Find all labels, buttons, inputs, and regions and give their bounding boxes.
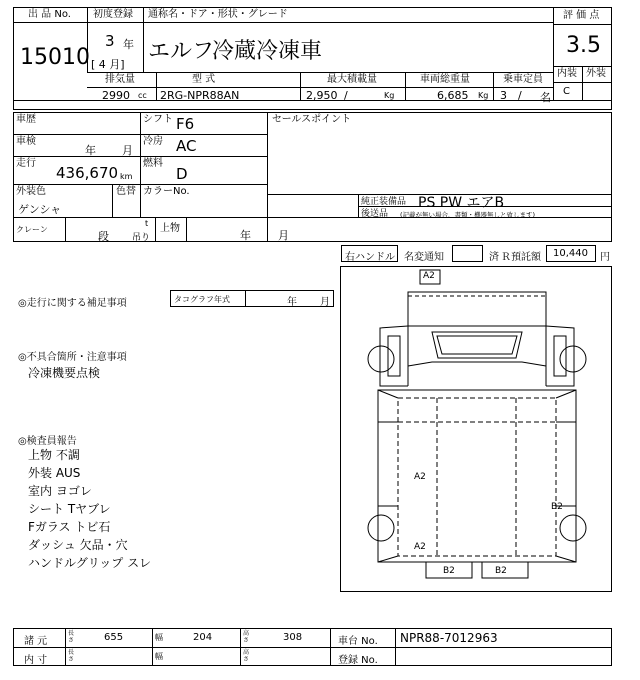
divider bbox=[553, 82, 612, 83]
crane-label: クレーン bbox=[16, 225, 48, 234]
lot-number: 15010 bbox=[20, 45, 90, 70]
ac-value: AC bbox=[176, 137, 197, 155]
damage-mark: B2 bbox=[495, 566, 507, 576]
model-label: 型 式 bbox=[192, 74, 216, 85]
mileage-value: 436,670 bbox=[56, 164, 119, 182]
name-change-label: 名変通知 bbox=[404, 252, 444, 263]
rack-month: 月 bbox=[278, 229, 289, 242]
divider bbox=[143, 7, 144, 72]
dims-label: 諸 元 bbox=[24, 636, 48, 647]
score-value: 3.5 bbox=[566, 33, 601, 58]
divider bbox=[156, 72, 157, 100]
inner-label: 内 寸 bbox=[24, 655, 48, 666]
capacity-label: 乗車定員 bbox=[503, 74, 543, 85]
inspection-label: 車検 bbox=[16, 136, 36, 147]
score-label: 評 価 点 bbox=[563, 10, 600, 21]
inspector-item: 外装 AUS bbox=[28, 466, 81, 480]
inner-height-label: 高さ bbox=[243, 649, 250, 663]
divider bbox=[240, 628, 241, 666]
divider bbox=[493, 72, 494, 100]
recycle-value: 10,440 bbox=[553, 248, 588, 259]
crane-lift: 吊り bbox=[132, 233, 151, 243]
capacity-sep: / bbox=[518, 89, 522, 102]
chassis-label: 車台 No. bbox=[338, 636, 378, 647]
divider bbox=[245, 290, 246, 307]
rack-year: 年 bbox=[240, 229, 251, 242]
tacho-label: タコグラフ年式 bbox=[174, 295, 230, 304]
history-label: 車歴 bbox=[16, 114, 36, 125]
tacho-year: 年 bbox=[287, 297, 297, 308]
model-code: 2RG-NPR88AN bbox=[160, 89, 240, 102]
gvw-unit: Kg bbox=[478, 91, 489, 100]
divider bbox=[395, 628, 396, 666]
ext-color-value: ゲンシャ bbox=[18, 203, 62, 216]
crane-ton-unit: t bbox=[145, 219, 149, 228]
recycle-unit: 円 bbox=[600, 252, 610, 263]
retrofit-label: 後送品 bbox=[361, 209, 389, 219]
inspection-month: 月 bbox=[122, 144, 133, 157]
divider bbox=[155, 217, 156, 242]
reg-month: [ 4 月] bbox=[91, 58, 125, 71]
first-reg-label: 初度登録 bbox=[93, 9, 133, 20]
std-equip-label: 純正装備品 bbox=[361, 197, 407, 207]
ac-label: 冷房 bbox=[143, 136, 163, 147]
divider bbox=[186, 217, 187, 242]
capacity-value: 3 bbox=[500, 89, 507, 102]
height-label: 高さ bbox=[243, 630, 250, 644]
length-value: 655 bbox=[104, 632, 124, 643]
divider bbox=[13, 22, 553, 23]
damage-mark: B2 bbox=[551, 502, 563, 512]
max-load-value: 2,950 bbox=[306, 89, 338, 102]
divider bbox=[65, 628, 66, 666]
grade-name: 冷蔵冷凍車 bbox=[212, 39, 323, 64]
divider bbox=[112, 184, 113, 217]
divider bbox=[140, 112, 141, 217]
divider bbox=[152, 628, 153, 666]
model-name: エルフ bbox=[148, 39, 215, 64]
driving-title: ◎走行に関する補足事項 bbox=[18, 298, 127, 309]
color-change-label: 色替 bbox=[116, 186, 136, 197]
crane-stage: 段 bbox=[98, 230, 109, 243]
shift-value: F6 bbox=[176, 115, 195, 133]
divider bbox=[553, 24, 612, 25]
damage-mark: A2 bbox=[423, 271, 435, 281]
length-label: 長さ bbox=[68, 630, 75, 644]
ext-color-label: 外装色 bbox=[16, 186, 46, 197]
lot-label: 出 品 No. bbox=[28, 9, 71, 20]
height-value: 308 bbox=[283, 632, 303, 643]
retrofit-note: (記載が無い場合、書類・機器無しと致します) bbox=[400, 211, 536, 219]
divider bbox=[553, 7, 554, 100]
tacho-month: 月 bbox=[320, 297, 330, 308]
inner-width-label: 幅 bbox=[155, 652, 163, 661]
inspector-item: ダッシュ 欠品・穴 bbox=[28, 538, 128, 552]
interior-grade: C bbox=[563, 86, 570, 97]
std-equip-value: PS PW エアB bbox=[418, 195, 505, 211]
divider bbox=[330, 628, 331, 666]
reg-year-value: 3 bbox=[105, 32, 115, 50]
rack-label: 上物 bbox=[160, 223, 180, 234]
inner-length-label: 長さ bbox=[68, 649, 75, 663]
recycle-prefix: 済 bbox=[489, 252, 499, 263]
recycle-label: Ｒ預託額 bbox=[501, 252, 541, 263]
gvw-label: 車両総重量 bbox=[420, 74, 470, 85]
divider bbox=[65, 217, 66, 242]
divider bbox=[13, 647, 612, 648]
interior-label: 内装 bbox=[557, 68, 577, 79]
sales-point-label: セールスポイント bbox=[272, 114, 352, 125]
inspector-item: Fガラス トビ石 bbox=[28, 520, 111, 534]
truck-diagram bbox=[340, 266, 612, 592]
divider bbox=[553, 66, 612, 67]
divider bbox=[582, 66, 583, 100]
inspector-item: ハンドルグリップ スレ bbox=[28, 556, 152, 570]
width-value: 204 bbox=[193, 632, 213, 643]
max-load-label: 最大積載量 bbox=[327, 74, 377, 85]
displacement-label: 排気量 bbox=[105, 74, 135, 85]
damage-mark: A2 bbox=[414, 542, 426, 552]
displacement-unit: cc bbox=[138, 91, 147, 100]
mileage-unit: km bbox=[120, 172, 133, 181]
name-label: 通称名・ドア・形状・グレード bbox=[148, 9, 288, 20]
exterior-label: 外装 bbox=[586, 68, 606, 79]
shift-label: シフト bbox=[143, 114, 173, 125]
chassis-value: NPR88-7012963 bbox=[400, 631, 498, 645]
max-load-sep: / bbox=[344, 89, 348, 102]
reg-no-label: 登録 No. bbox=[338, 655, 378, 666]
divider bbox=[300, 72, 301, 100]
defect-title: ◎不具合箇所・注意事項 bbox=[18, 352, 127, 363]
inspector-title: ◎検査員報告 bbox=[18, 436, 77, 447]
damage-mark: B2 bbox=[443, 566, 455, 576]
capacity-unit: 名 bbox=[540, 91, 551, 104]
gvw-value: 6,685 bbox=[437, 89, 469, 102]
reg-year-unit: 年 bbox=[123, 38, 134, 51]
fuel-label: 燃料 bbox=[143, 158, 163, 169]
fuel-value: D bbox=[176, 165, 188, 183]
inspection-year: 年 bbox=[85, 144, 96, 157]
mileage-label: 走行 bbox=[16, 158, 36, 169]
divider bbox=[13, 134, 267, 135]
divider bbox=[13, 184, 267, 185]
inspector-item: 上物 不調 bbox=[28, 448, 80, 462]
inspector-item: 室内 ヨゴレ bbox=[28, 484, 92, 498]
divider bbox=[13, 156, 267, 157]
steering-value: 右ハンドル bbox=[345, 252, 395, 263]
defect-item: 冷凍機要点検 bbox=[28, 366, 101, 380]
divider bbox=[405, 72, 406, 100]
width-label: 幅 bbox=[155, 633, 163, 642]
max-load-unit: Kg bbox=[384, 91, 395, 100]
damage-mark: A2 bbox=[414, 472, 426, 482]
displacement-value: 2990 bbox=[102, 89, 130, 102]
name-change-box bbox=[452, 245, 483, 262]
inspector-item: シート Tヤブレ bbox=[28, 502, 111, 516]
divider bbox=[267, 112, 268, 242]
color-no-label: カラーNo. bbox=[143, 186, 190, 197]
